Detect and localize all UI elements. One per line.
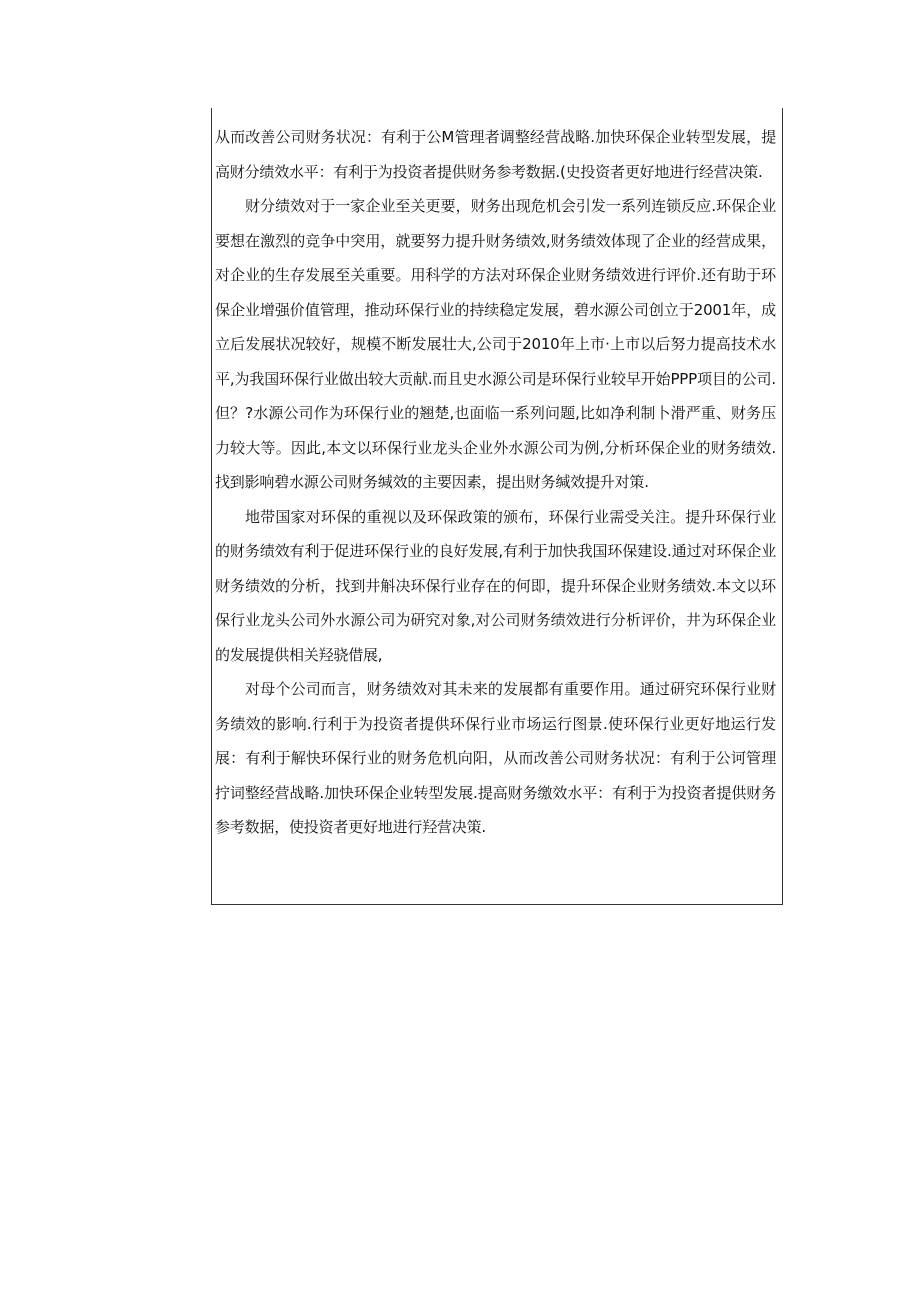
paragraph-1: 从而改善公司财务状况：有利于公M管理者调整经营战略.加快环保企业转型发展，提高财分绩效水平：有利于为投资者提供财务参考数据.(史投资者更好地进行经营决策. — [215, 128, 776, 181]
paragraph-3: 地带国家对环保的重视以及环保政策的颁布，环保行业需受关注。提升环保行业的财务绩效有利于促进环保行业的良好发展,有利于加快我国环保建设.通过对环保企业财务绩效的分析，找到井斛决环保行业存在的何即，提升环保企业财务绩效.本文以环保行业龙头公司外水源公司为研究对象,对公司财务绩效进行分析评价，井为环保企业的发展提供相关羟骁借展, — [215, 507, 776, 664]
paragraph-2: 财分绩效对于一家企业至关更要，财务出现危机会引发一系列连锁反应.环保企业要想在激烈的竞争中突用，就要努力提升财务绩效,财务绩效体现了企业的经营成果，对企业的生存发展至关重要。用科学的方法对环保企业财务绩效进行评价.还有助于环保企业增强价值管理，推动环保行业的持续稳定发展，碧水源公司创立于2001年，成立后发展状况较好，规模不断发展壮大,公司于2010年上市·上市以后努力提高技术水平,为我国环保行业做出较大贡献.而且史水源公司是环保行业较早开始PPP项目的公司.但？?水源公司作为环保行业的翘楚,也面临一系列问题,比如净利制卜滑严重、财务压力较大等。因此,本文以环保行业龙头企业外水源公司为例,分析环保企业的财务绩效.找到影响碧水源公司财务缄效的主要因素，提出财务缄效提升对策. — [215, 197, 776, 491]
document-frame — [211, 108, 783, 905]
document-body — [215, 120, 776, 845]
paragraph-4: 对母个公司而言，财务绩效对其未来的发展都有重要作用。通过研究环保行业财务绩效的影响.行利于为投资者提供环保行业市场运行图景.使环保行业更好地运行发展：有利于解快环保行业的财务危机向阳，从而改善公司财务状况：有利于公诃管理拧词整经营战略.加快环保企业转型发展.提高财务缴效水平：有利于为投资者提供财务参考数据，使投资者更好地进行羟营决策. — [215, 680, 776, 836]
